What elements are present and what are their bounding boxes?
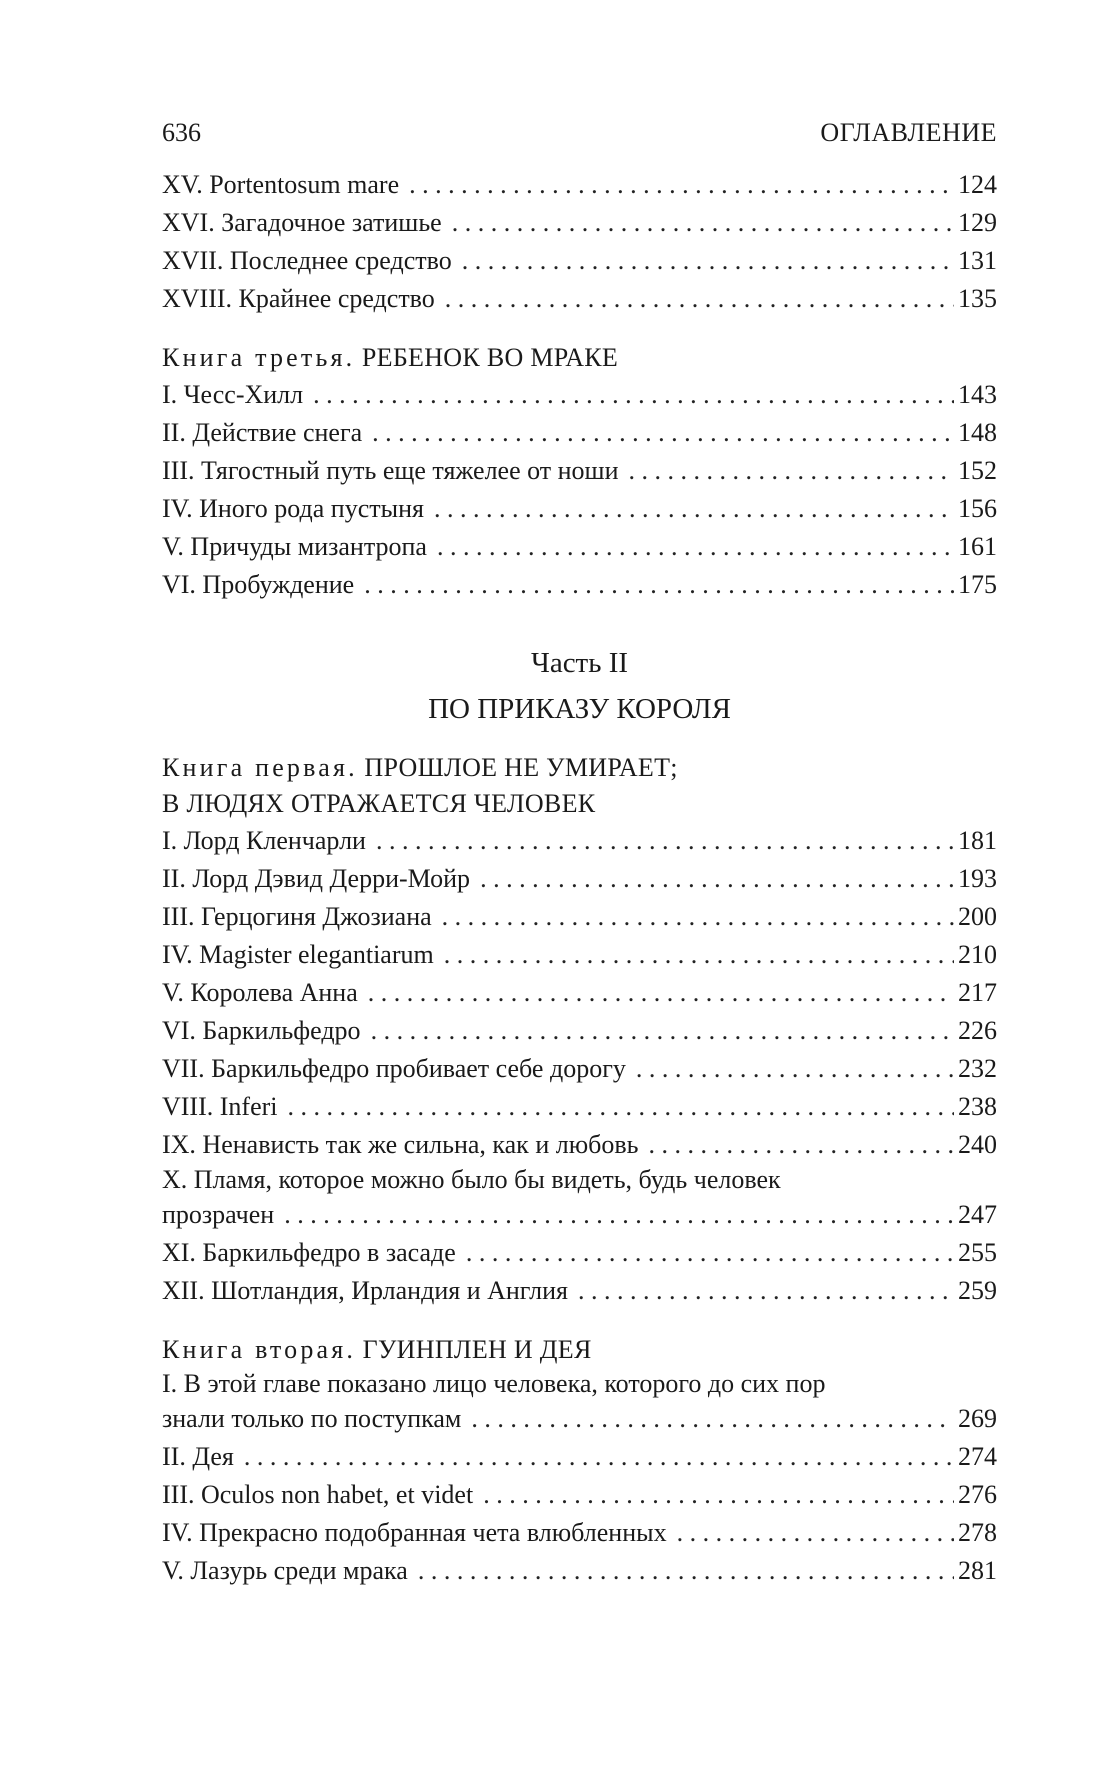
entry-page: 175 [958,570,997,599]
toc-entry[interactable] [162,414,997,452]
dot-leader [629,452,955,490]
running-title: ОГЛАВЛЕНИЕ [820,118,997,147]
toc-entry[interactable] [162,204,997,242]
entry-title: VI. Пробуждение [162,570,355,599]
entry-page: 161 [958,532,997,561]
entry-title-line1[interactable]: I. В этой главе показано лицо человека, которого до сих пор [162,1369,826,1398]
entry-page: 152 [958,456,997,485]
dot-leader [462,242,954,280]
entry-page: 278 [958,1518,997,1547]
entry-title-line1[interactable]: X. Пламя, которое можно было бы видеть, будь человек [162,1165,781,1194]
dot-leader [466,1234,954,1272]
entry-title: III. Тягостный путь еще тяжелее от ноши [162,456,619,485]
entry-page: 238 [958,1092,997,1121]
book-label: Книга первая. [162,753,358,782]
entry-page: 156 [958,494,997,523]
toc-entry[interactable] [162,898,997,936]
dot-leader [677,1514,954,1552]
toc-entry[interactable] [162,1476,997,1514]
dot-leader [364,566,954,604]
dot-leader [434,490,954,528]
entry-page: 240 [958,1130,997,1159]
toc-entry[interactable] [162,280,997,318]
entry-title: III. Oculos non habet, et videt [162,1480,474,1509]
book-title: ГУИНПЛЕН И ДЕЯ [362,1335,592,1364]
entry-page: 124 [958,170,997,199]
toc-entry[interactable] [162,1272,997,1310]
book-title: РЕБЕНОК ВО МРАКЕ [361,343,619,372]
toc-entry[interactable] [162,1234,997,1272]
toc-entry[interactable] [162,1400,997,1438]
toc-entry[interactable] [162,528,997,566]
dot-leader [368,974,954,1012]
part-title: ПО ПРИКАЗУ КОРОЛЯ [428,693,731,725]
toc-book-1 [162,822,997,1310]
entry-page: 269 [958,1404,997,1433]
entry-title: XV. Portentosum mare [162,170,400,199]
entry-page: 232 [958,1054,997,1083]
toc-group-1 [162,166,997,318]
entry-page: 148 [958,418,997,447]
toc-entry[interactable] [162,566,997,604]
running-head [162,0,997,148]
entry-page: 143 [958,380,997,409]
entry-title-line2: прозрачен [162,1200,275,1229]
page-number: 636 [162,118,201,147]
entry-page: 259 [958,1276,997,1305]
dot-leader [313,376,954,414]
dot-leader [418,1552,954,1590]
toc-book-3 [162,376,997,604]
entry-title: XVI. Загадочное затишье [162,208,442,237]
part-heading [162,640,997,732]
entry-page: 181 [958,826,997,855]
dot-leader [480,860,954,898]
entry-page: 193 [958,864,997,893]
entry-title-line2: знали только по поступкам [162,1404,462,1433]
dot-leader [371,1012,954,1050]
entry-title: II. Действие снега [162,418,363,447]
dot-leader [636,1050,954,1088]
dot-leader [649,1126,955,1164]
entry-title: VI. Баркильфедро [162,1016,361,1045]
part-label: Часть II [530,647,629,679]
entry-page: 210 [958,940,997,969]
entry-page: 135 [958,284,997,313]
dot-leader [483,1476,954,1514]
entry-page: 129 [958,208,997,237]
entry-page: 255 [958,1238,997,1267]
book-heading-3 [162,340,997,376]
book-heading-1 [162,750,997,822]
entry-title: I. Чесс-Хилл [162,380,304,409]
dot-leader [442,898,954,936]
entry-title: II. Лорд Дэвид Дерри-Мойр [162,864,471,893]
dot-leader [437,528,954,566]
toc-entry[interactable] [162,1552,997,1590]
toc-entry[interactable] [162,452,997,490]
entry-title: XVII. Последнее средство [162,246,452,275]
toc-entry[interactable] [162,376,997,414]
entry-title: XVIII. Крайнее средство [162,284,435,313]
entry-title: I. Лорд Кленчарли [162,826,366,855]
toc-entry[interactable] [162,1126,997,1164]
entry-title: IV. Magister elegantiarum [162,940,434,969]
entry-page: 226 [958,1016,997,1045]
entry-title: IV. Прекрасно подобранная чета влюбленных [162,1518,667,1547]
book-title-line1: ПРОШЛОЕ НЕ УМИРАЕТ; [364,753,678,782]
dot-leader [376,822,954,860]
entry-page: 276 [958,1480,997,1509]
entry-title: V. Лазурь среди мрака [162,1556,408,1585]
dot-leader [445,280,954,318]
dot-leader [284,1196,954,1234]
toc-entry[interactable] [162,1050,997,1088]
entry-title: VIII. Inferi [162,1092,278,1121]
entry-title: VII. Баркильфедро пробивает себе дорогу [162,1054,626,1083]
dot-leader [578,1272,954,1310]
dot-leader [372,414,954,452]
toc-entry[interactable] [162,1196,997,1234]
book-heading-2 [162,1332,997,1368]
toc-entry[interactable] [162,822,997,860]
entry-title: III. Герцогиня Джозиана [162,902,432,931]
dot-leader [471,1400,954,1438]
toc-entry[interactable] [162,1438,997,1476]
entry-page: 247 [958,1200,997,1229]
toc-entry[interactable] [162,1514,997,1552]
entry-title: IX. Ненависть так же сильна, как и любовь [162,1130,639,1159]
dot-leader [444,936,954,974]
entry-title: V. Причуды мизантропа [162,532,427,561]
book-label: Книга третья. [162,343,356,372]
entry-page: 200 [958,902,997,931]
book-title-line2: В ЛЮДЯХ ОТРАЖАЕТСЯ ЧЕЛОВЕК [162,789,596,818]
entry-page: 217 [958,978,997,1007]
toc-entry[interactable] [162,490,997,528]
entry-page: 281 [958,1556,997,1585]
dot-leader [244,1438,954,1476]
dot-leader [452,204,954,242]
toc-entry[interactable] [162,166,997,204]
toc-entry[interactable] [162,1088,997,1126]
entry-title: II. Дея [162,1442,234,1471]
toc-entry[interactable] [162,242,997,280]
toc-entry[interactable] [162,974,997,1012]
book-label: Книга вторая. [162,1335,357,1364]
entry-title: XII. Шотландия, Ирландия и Англия [162,1276,568,1305]
dot-leader [288,1088,955,1126]
entry-page: 131 [958,246,997,275]
entry-title: XI. Баркильфедро в засаде [162,1238,456,1267]
toc-entry[interactable] [162,936,997,974]
dot-leader [409,166,954,204]
entry-title: IV. Иного рода пустыня [162,494,424,523]
toc-book-2 [162,1368,997,1590]
entry-page: 274 [958,1442,997,1471]
toc-entry[interactable] [162,860,997,898]
toc-entry[interactable] [162,1012,997,1050]
entry-title: V. Королева Анна [162,978,358,1007]
